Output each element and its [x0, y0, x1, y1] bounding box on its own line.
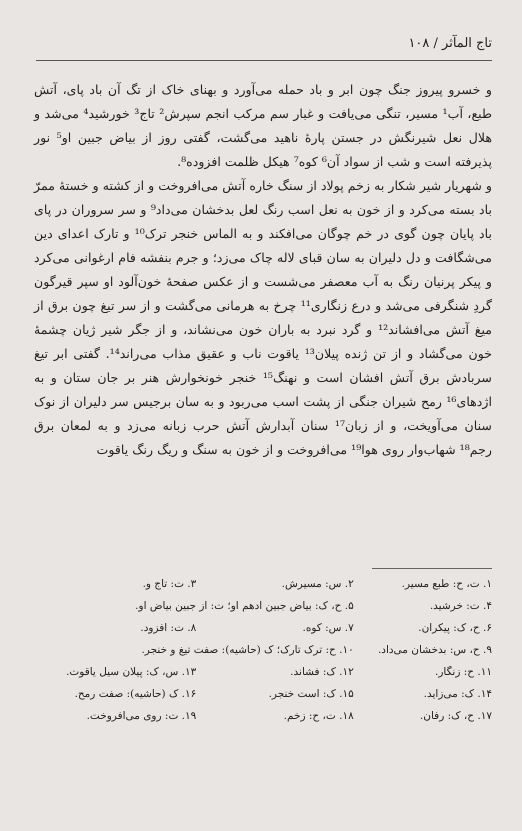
footnotes — [36, 578, 492, 732]
paragraph: و شهریار شیر شکار به زخم پولاد از سنگ خاره آتش می‌افروخت و از کشته و خستهٔ ممرّ باد بسته می‌کرد و از خون به نعل اسب رنگ لعل بدخشان می‌داد⁹ و سر سروران در پای باد پایان چون گوی در خم چوگان می‌افکند و به الماس خنجر ترک¹⁰ و تارک اعدای دین می‌شگافت و دل دلیران به سان قبای لاله چاک می‌زد؛ و جرم بنفشه فام ارغوانی می‌کرد و پیکر پرنیان رنگ به آب معصفر می‌شست و از عکس صفحهٔ خون‌آلود او سپر قیرگون گردِ شنگرفی می‌شد و درع زنگاری¹¹ چرخ به هرمانی می‌گشت و از سر تیغ چون برق از میغ آتش می‌افشاند¹² و گرد نبرد به باران خون می‌نشاند، و از جگر شیر ژیان چشمهٔ خون می‌گشاد و از تن ژنده پیلان¹³ یاقوت ناب و عقیق مذاب می‌راند¹⁴. گفتی ابر تیغ سربادش برق آتش افشان است و نهنگ¹⁵ خنجر خونخوارش هنر بر جان ستان و به اژدهای¹⁶ رمح شیران جنگی از پشت اسب می‌ربود و به سان برجیس سر دلیران از نوک سنان می‌آویخت، و از زبان¹⁷ سنان آبدارش آتش حرب زبانه می‌زد و به لمعان برق رجم¹⁸ شهاب‌وار روی هوا¹⁹ می‌افروخت و از خون به سنگ و ریگ رنگ یاقوت — [34, 178, 493, 457]
paragraph: و خسرو پیروز جنگ چون ابر و باد حمله می‌آورد و بهنای خاک از تگ آن باد پای، آتش طبع، آب¹ مسیر، تنگی می‌یافت و غبار سم مرکب انجم سپرش² تاج³ خورشید⁴ می‌شد و هلال نعل شیرنگش در جستن پارهٔ ناهید می‌گشت، گفتی روز از بیاض جبین او⁵ نور پذیرفته است و شب از سواد آن⁶ کوه⁷ هیکل ظلمت افزوده⁸. — [34, 82, 492, 169]
running-header — [36, 36, 492, 61]
footnote: ۱۷. ح، ک: رفان. — [419, 710, 492, 722]
footnote: ۴. ت: خرشید. — [429, 600, 492, 612]
footnote: ۱۵. ک: است خنجر. — [268, 688, 354, 700]
footnote: ۷. س: کوه. — [302, 622, 354, 634]
footnote: ۱۲. ک: فشاند. — [290, 666, 354, 678]
footnote: ۱۸. ت، ح: زخم. — [283, 710, 354, 722]
footnote: ۳. ت: تاج و. — [142, 578, 197, 590]
footnote: ۱۴. ک: می‌زاید. — [423, 688, 492, 700]
footnote: ۸. ت: افزود. — [140, 622, 197, 634]
footnote: ۱۳. س، ک: پیلان سیل یاقوت. — [66, 666, 197, 678]
footnote: ۵. ح، ک: بیاض جبین ادهم او؛ ت: از جبین بیاض او. — [135, 600, 354, 612]
running-title: تاج المآثر / ۱۰۸ — [408, 36, 492, 51]
footnote: ۲. س: مسیرش. — [281, 578, 354, 590]
footnote: ۱۰. ح: ترک تارک؛ ک (حاشیه): صفت تیغ و خنجر. — [141, 644, 354, 656]
main-text — [34, 78, 492, 462]
footnote: ۶. ح، ک: پیکران. — [418, 622, 492, 634]
footnote: ۱۱. ح: زنگار. — [434, 666, 492, 678]
footnote-divider — [372, 568, 492, 569]
footnote: ۹. ح، س: بدخشان می‌داد. — [377, 644, 492, 656]
footnote: ۱۹. ت: روی می‌افروخت. — [86, 710, 197, 722]
footnote: ۱۶. ک (حاشیه): صفت رمح. — [74, 688, 197, 700]
footnote: ۱. ت، ح: طبع مسیر. — [401, 578, 492, 590]
